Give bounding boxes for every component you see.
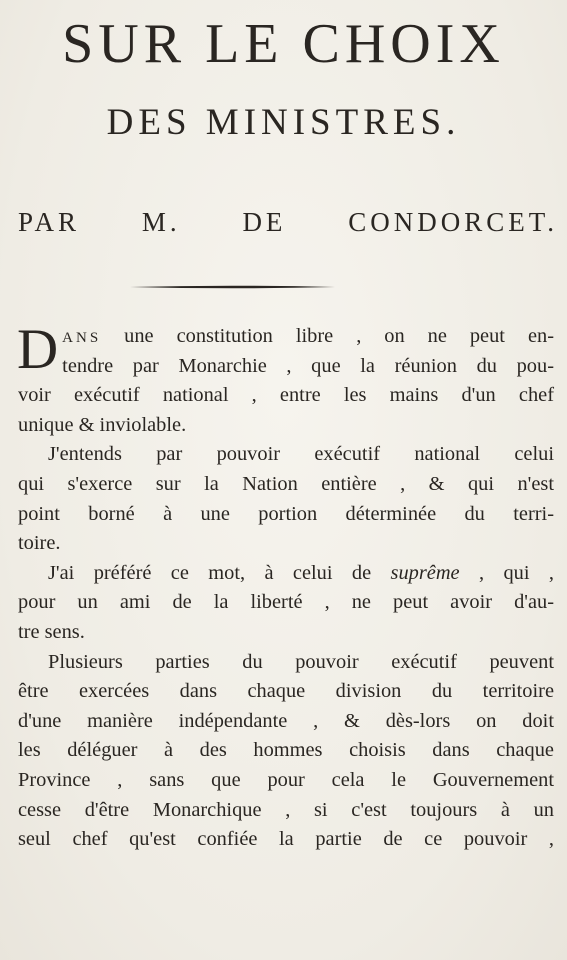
text-line: tendre par Monarchie , que la réunion du pou- bbox=[62, 354, 554, 377]
text-line: Province , sans que pour cela le Gouvernement bbox=[18, 768, 554, 791]
ornamental-rule bbox=[130, 285, 335, 289]
text-line: toire. bbox=[18, 532, 61, 555]
title-main: SUR LE CHOIX bbox=[62, 13, 505, 75]
text-line: qui s'exerce sur la Nation entière , & qui n'est bbox=[18, 472, 554, 495]
text-line: J'ai préféré ce mot, à celui de suprême , qui , bbox=[48, 561, 554, 584]
author-line bbox=[18, 205, 558, 239]
text-line: les déléguer à des hommes choisis dans chaque bbox=[18, 739, 554, 762]
author-text: PAR M. DE CONDORCET. bbox=[18, 207, 558, 237]
smallcaps-word: ANS bbox=[62, 330, 102, 346]
title-subtitle: DES MINISTRES. bbox=[106, 102, 461, 143]
text-line: unique & inviolable. bbox=[18, 413, 187, 436]
body-text bbox=[17, 318, 554, 855]
text-line: tre sens. bbox=[18, 620, 85, 643]
text-line: Plusieurs parties du pouvoir exécutif peuvent bbox=[48, 650, 554, 673]
dropcap: D bbox=[17, 318, 59, 381]
text-line: être exercées dans chaque division du territoire bbox=[18, 680, 554, 703]
text-line: point borné à une portion déterminée du terri- bbox=[18, 502, 554, 525]
text-line: cesse d'être Monarchique , si c'est toujours à un bbox=[18, 798, 554, 821]
text-line: voir exécutif national , entre les mains d'un chef bbox=[18, 384, 554, 407]
text-line: ANS une constitution libre , on ne peut en- bbox=[62, 325, 554, 347]
italic-word: suprême bbox=[390, 561, 460, 584]
text-line: d'une manière indépendante , & dès-lors on doit bbox=[18, 709, 554, 732]
text-line: J'entends par pouvoir exécutif national celui bbox=[48, 443, 554, 466]
text-line: seul chef qu'est confiée la partie de ce pouvoir , bbox=[18, 828, 554, 851]
text-line: pour un ami de la liberté , ne peut avoir d'au- bbox=[18, 591, 554, 614]
